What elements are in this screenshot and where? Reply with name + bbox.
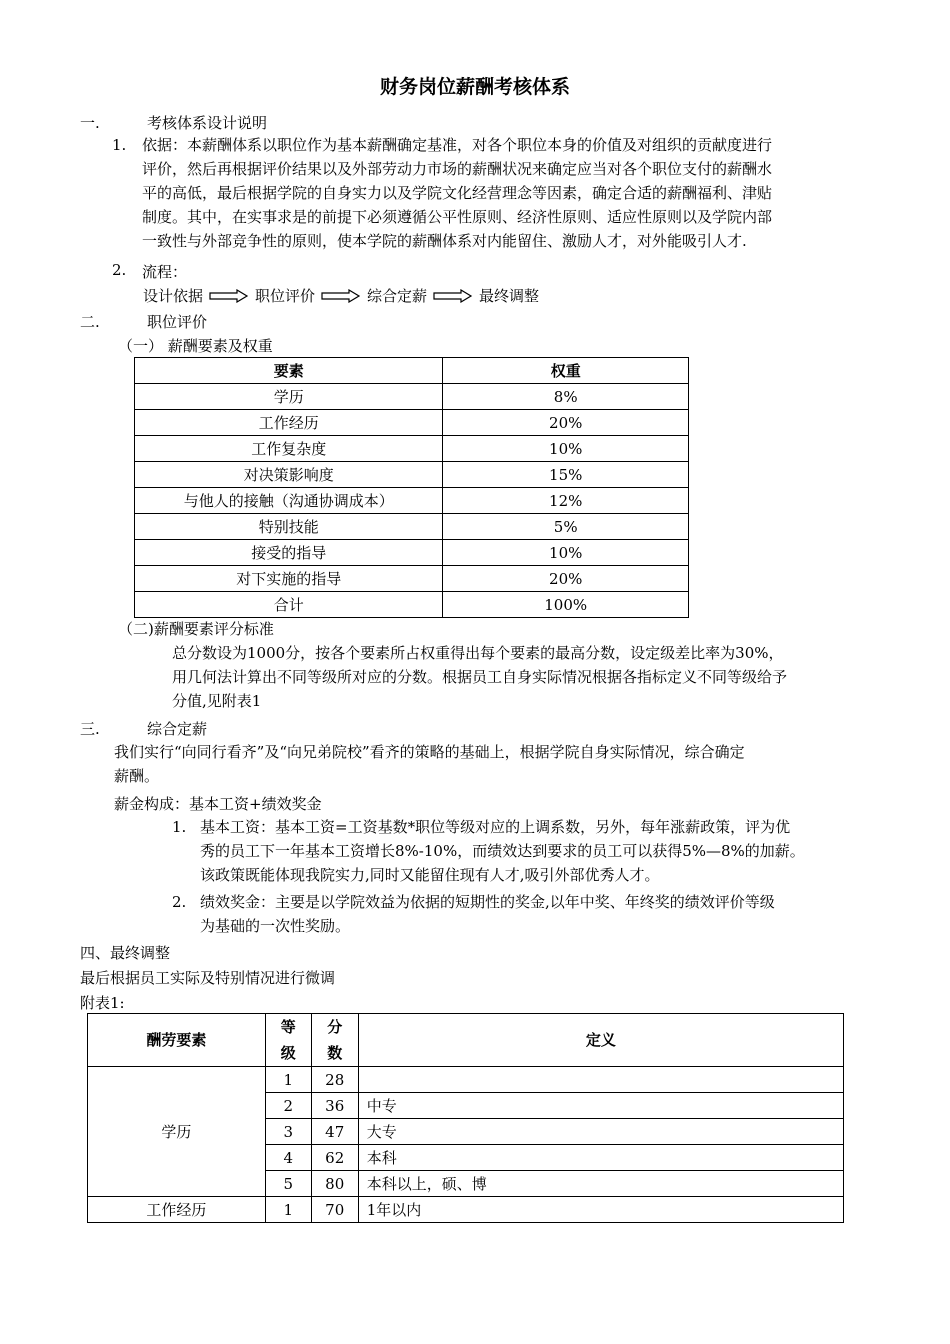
table-row [88, 1197, 844, 1223]
text-line: 秀的员工下一年基本工资增长8%-10%，而绩效达到要求的员工可以获得5%—8%的加薪。 [200, 842, 805, 860]
weight-cell: 100% [443, 592, 689, 618]
text-line: 一致性与外部竞争性的原则，使本学院的薪酬体系对内能留住、激励人才，对外能吸引人才. [142, 232, 747, 250]
weight-cell: 20% [443, 566, 689, 592]
score-cell: 62 [311, 1145, 358, 1171]
appendix-table [87, 1013, 844, 1223]
text-line: 用几何法计算出不同等级所对应的分数。根据员工自身实际情况根据各指标定义不同等级给予 [172, 668, 788, 686]
flow-step: 最终调整 [479, 287, 540, 305]
table-header-row [88, 1014, 844, 1067]
table-row [135, 462, 689, 488]
factor-cell: 对下实施的指导 [135, 566, 443, 592]
section-3-number: 三. [80, 720, 100, 738]
page-title: 财务岗位薪酬考核体系 [379, 76, 570, 98]
definition-cell [358, 1067, 843, 1093]
section-1-item-2-number: 2. [112, 261, 127, 279]
section-3-intro [114, 740, 874, 788]
right-arrow-icon [321, 289, 361, 303]
process-flow [143, 285, 539, 306]
header-cell: 要素 [135, 358, 443, 384]
section-3-item-2-text [200, 890, 870, 938]
table-row [135, 436, 689, 462]
text-line: 基本工资：基本工资=工资基数*职位等级对应的上调系数，另外，每年涨薪政策，评为优 [200, 818, 791, 836]
section-1-item-1-number: 1. [112, 136, 127, 154]
table-total-row [135, 592, 689, 618]
definition-cell: 本科 [358, 1145, 843, 1171]
table-row [135, 540, 689, 566]
header-cell: 酬劳要素 [88, 1014, 266, 1067]
score-cell: 36 [311, 1093, 358, 1119]
text-line: 绩效奖金：主要是以学院效益为依据的短期性的奖金,以年中奖、年终奖的绩效评价等级 [200, 893, 775, 911]
section-3-heading: 综合定薪 [147, 720, 208, 738]
header-cell: 分数 [311, 1014, 358, 1067]
score-cell: 28 [311, 1067, 358, 1093]
weight-cell: 5% [443, 514, 689, 540]
table-row [135, 410, 689, 436]
table-row [135, 566, 689, 592]
header-cell: 定义 [358, 1014, 843, 1067]
weight-cell: 8% [443, 384, 689, 410]
section-1-number: 一. [80, 114, 100, 132]
factor-cell: 接受的指导 [135, 540, 443, 566]
level-cell: 1 [265, 1197, 311, 1223]
weight-cell: 15% [443, 462, 689, 488]
section-4-heading: 四、最终调整 [80, 944, 171, 962]
header-cell: 权重 [443, 358, 689, 384]
weight-cell: 10% [443, 436, 689, 462]
weight-cell: 10% [443, 540, 689, 566]
text-line: 依据：本薪酬体系以职位作为基本薪酬确定基准，对各个职位本身的价值及对组织的贡献度进行 [142, 136, 773, 154]
factor-cell: 学历 [88, 1067, 266, 1197]
definition-cell: 本科以上，硕、博 [358, 1171, 843, 1197]
flow-step: 综合定薪 [367, 287, 428, 305]
text-line: 评价，然后再根据评价结果以及外部劳动力市场的薪酬状况来确定应当对各个职位支付的薪酬水 [142, 160, 773, 178]
definition-cell: 大专 [358, 1119, 843, 1145]
section-1-item-1-text [142, 133, 872, 253]
right-arrow-icon [433, 289, 473, 303]
weight-cell: 20% [443, 410, 689, 436]
text-line: 制度。其中，在实事求是的前提下必须遵循公平性原则、经济性原则、适应性原则以及学院内部 [142, 208, 773, 226]
score-cell: 80 [311, 1171, 358, 1197]
text-line: 为基础的一次性奖励。 [200, 917, 351, 935]
weights-table [134, 357, 689, 618]
factor-cell: 工作经历 [135, 410, 443, 436]
section-2-heading: 职位评价 [147, 313, 208, 331]
text-line: 薪酬。 [114, 767, 160, 785]
flow-step: 设计依据 [143, 287, 204, 305]
section-1-item-2-label: 流程： [142, 263, 188, 281]
section-4-text: 最后根据员工实际及特别情况进行微调 [80, 969, 336, 987]
right-arrow-icon [209, 289, 249, 303]
level-cell: 5 [265, 1171, 311, 1197]
section-3-item-1-number: 1. [172, 818, 187, 836]
score-cell: 47 [311, 1119, 358, 1145]
factor-cell: 工作经历 [88, 1197, 266, 1223]
factor-cell: 特别技能 [135, 514, 443, 540]
definition-cell: 中专 [358, 1093, 843, 1119]
factor-cell: 合计 [135, 592, 443, 618]
factor-cell: 学历 [135, 384, 443, 410]
level-cell: 2 [265, 1093, 311, 1119]
section-1-heading: 考核体系设计说明 [147, 114, 268, 132]
appendix-label: 附表1: [80, 994, 125, 1012]
table-row [135, 514, 689, 540]
table-header-row [135, 358, 689, 384]
text-line: 我们实行“向同行看齐”及“向兄弟院校”看齐的策略的基础上，根据学院自身实际情况，综合确定 [114, 743, 745, 761]
score-cell: 70 [311, 1197, 358, 1223]
weight-cell: 12% [443, 488, 689, 514]
subsection-2-heading: （二)薪酬要素评分标准 [118, 620, 274, 638]
level-cell: 4 [265, 1145, 311, 1171]
level-cell: 1 [265, 1067, 311, 1093]
text-line: 总分数设为1000分，按各个要素所占权重得出每个要素的最高分数，设定级差比率为30%， [172, 644, 784, 662]
flow-step: 职位评价 [255, 287, 316, 305]
table-row [88, 1067, 844, 1093]
table-row [135, 384, 689, 410]
definition-cell: 1年以内 [358, 1197, 843, 1223]
text-line: 分值,见附表1 [172, 692, 262, 710]
text-line: 平的高低，最后根据学院的自身实力以及学院文化经营理念等因素，确定合适的薪酬福利、津贴 [142, 184, 773, 202]
salary-composition: 薪金构成：基本工资+绩效奖金 [114, 795, 322, 813]
factor-cell: 与他人的接触（沟通协调成本） [135, 488, 443, 514]
factor-cell: 工作复杂度 [135, 436, 443, 462]
subsection-2-text [172, 641, 872, 713]
header-cell: 等级 [265, 1014, 311, 1067]
table-row [135, 488, 689, 514]
factor-cell: 对决策影响度 [135, 462, 443, 488]
subsection-1-heading: （一） 薪酬要素及权重 [118, 337, 273, 355]
section-3-item-1-text [200, 815, 870, 887]
section-2-number: 二. [80, 313, 100, 331]
section-3-item-2-number: 2. [172, 893, 187, 911]
text-line: 该政策既能体现我院实力,同时又能留住现有人才,吸引外部优秀人才。 [200, 866, 660, 884]
level-cell: 3 [265, 1119, 311, 1145]
